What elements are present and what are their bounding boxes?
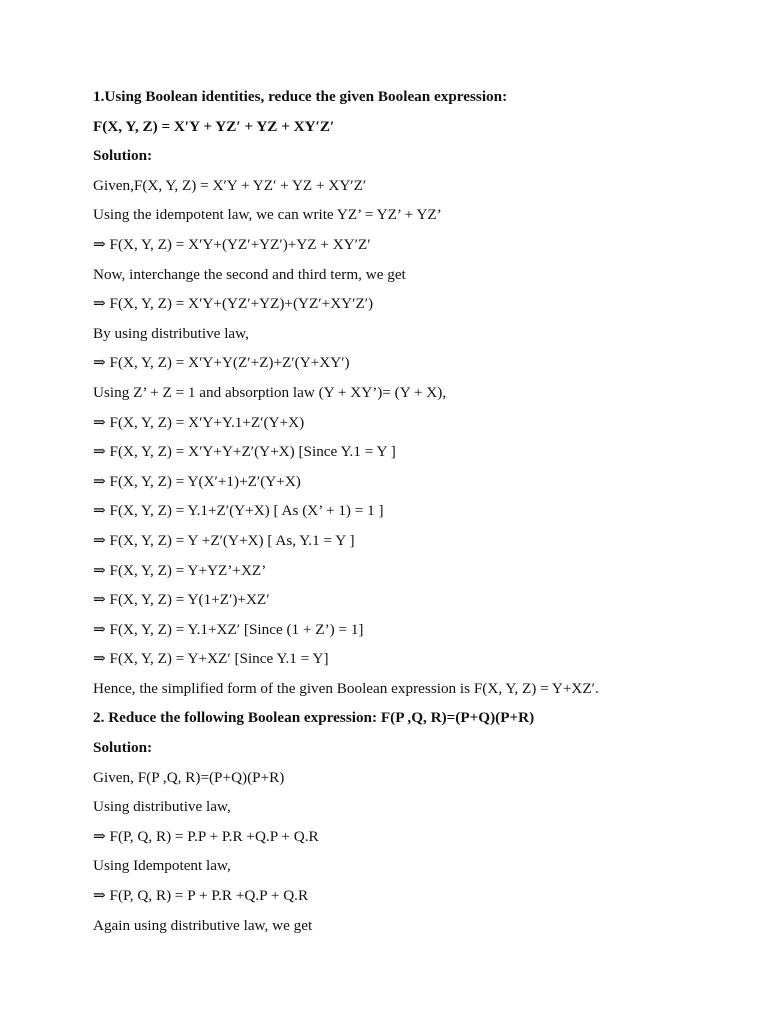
solution-2-step: Using distributive law, — [93, 798, 231, 816]
solution-1-step: ⇒ F(X, Y, Z) = X′Y+Y.1+Z′(Y+X) — [93, 413, 305, 431]
solution-2-step: Again using distributive law, we get — [93, 916, 313, 934]
solution-1-step: ⇒ F(X, Y, Z) = X′Y+(YZ′+YZ′)+YZ + XY′Z′ — [93, 235, 371, 253]
solution-1-step: ⇒ F(X, Y, Z) = X′Y+(YZ′+YZ)+(YZ′+XY′Z′) — [93, 295, 374, 313]
solution-1-label: Solution: — [93, 147, 153, 165]
problem-2-heading: 2. Reduce the following Boolean expression: F(P ,Q, R)=(P+Q)(P+R) — [93, 709, 535, 727]
solution-1-step: ⇒ F(X, Y, Z) = Y+XZ′ [Since Y.1 = Y] — [93, 650, 329, 668]
solution-2-step: Using Idempotent law, — [93, 857, 231, 875]
problem-1-heading: 1.Using Boolean identities, reduce the given Boolean expression: — [93, 88, 508, 105]
solution-1-step: ⇒ F(X, Y, Z) = Y(X′+1)+Z′(Y+X) — [93, 472, 301, 490]
solution-2-step: ⇒ F(P, Q, R) = P + P.R +Q.P + Q.R — [93, 887, 309, 905]
solution-1-step: ⇒ F(X, Y, Z) = X′Y+Y+Z′(Y+X) [Since Y.1 = Y ] — [93, 443, 396, 461]
solution-2-step: Given, F(P ,Q, R)=(P+Q)(P+R) — [93, 768, 285, 786]
solution-1-step: Using the idempotent law, we can write YZ’ = YZ’ + YZ’ — [93, 206, 442, 224]
solution-2-label: Solution: — [93, 739, 153, 757]
solution-1-step: ⇒ F(X, Y, Z) = Y+YZ’+XZ’ — [93, 561, 267, 579]
solution-1-step: ⇒ F(X, Y, Z) = Y.1+XZ′ [Since (1 + Z’) = 1] — [93, 620, 364, 638]
solution-1-step: Using Z’ + Z = 1 and absorption law (Y + XY’)= (Y + X), — [93, 383, 447, 401]
solution-1-conclusion: Hence, the simplified form of the given Boolean expression is F(X, Y, Z) = Y+XZ′. — [93, 679, 599, 697]
solution-1-step: ⇒ F(X, Y, Z) = Y(1+Z′)+XZ′ — [93, 591, 270, 609]
solution-1-step: By using distributive law, — [93, 324, 249, 342]
solution-2-step: ⇒ F(P, Q, R) = P.P + P.R +Q.P + Q.R — [93, 827, 319, 845]
solution-1-step: ⇒ F(X, Y, Z) = X′Y+Y(Z′+Z)+Z′(Y+XY′) — [93, 354, 350, 372]
problem-1-expression: F(X, Y, Z) = X′Y + YZ′ + YZ + XY′Z′ — [93, 117, 335, 135]
solution-1-step: ⇒ F(X, Y, Z) = Y +Z′(Y+X) [ As, Y.1 = Y ] — [93, 531, 355, 549]
document-page — [93, 87, 733, 945]
solution-1-step: Now, interchange the second and third term, we get — [93, 265, 406, 283]
solution-1-step: ⇒ F(X, Y, Z) = Y.1+Z′(Y+X) [ As (X’ + 1) = 1 ] — [93, 502, 384, 520]
solution-1-step: Given,F(X, Y, Z) = X′Y + YZ′ + YZ + XY′Z′ — [93, 176, 367, 194]
